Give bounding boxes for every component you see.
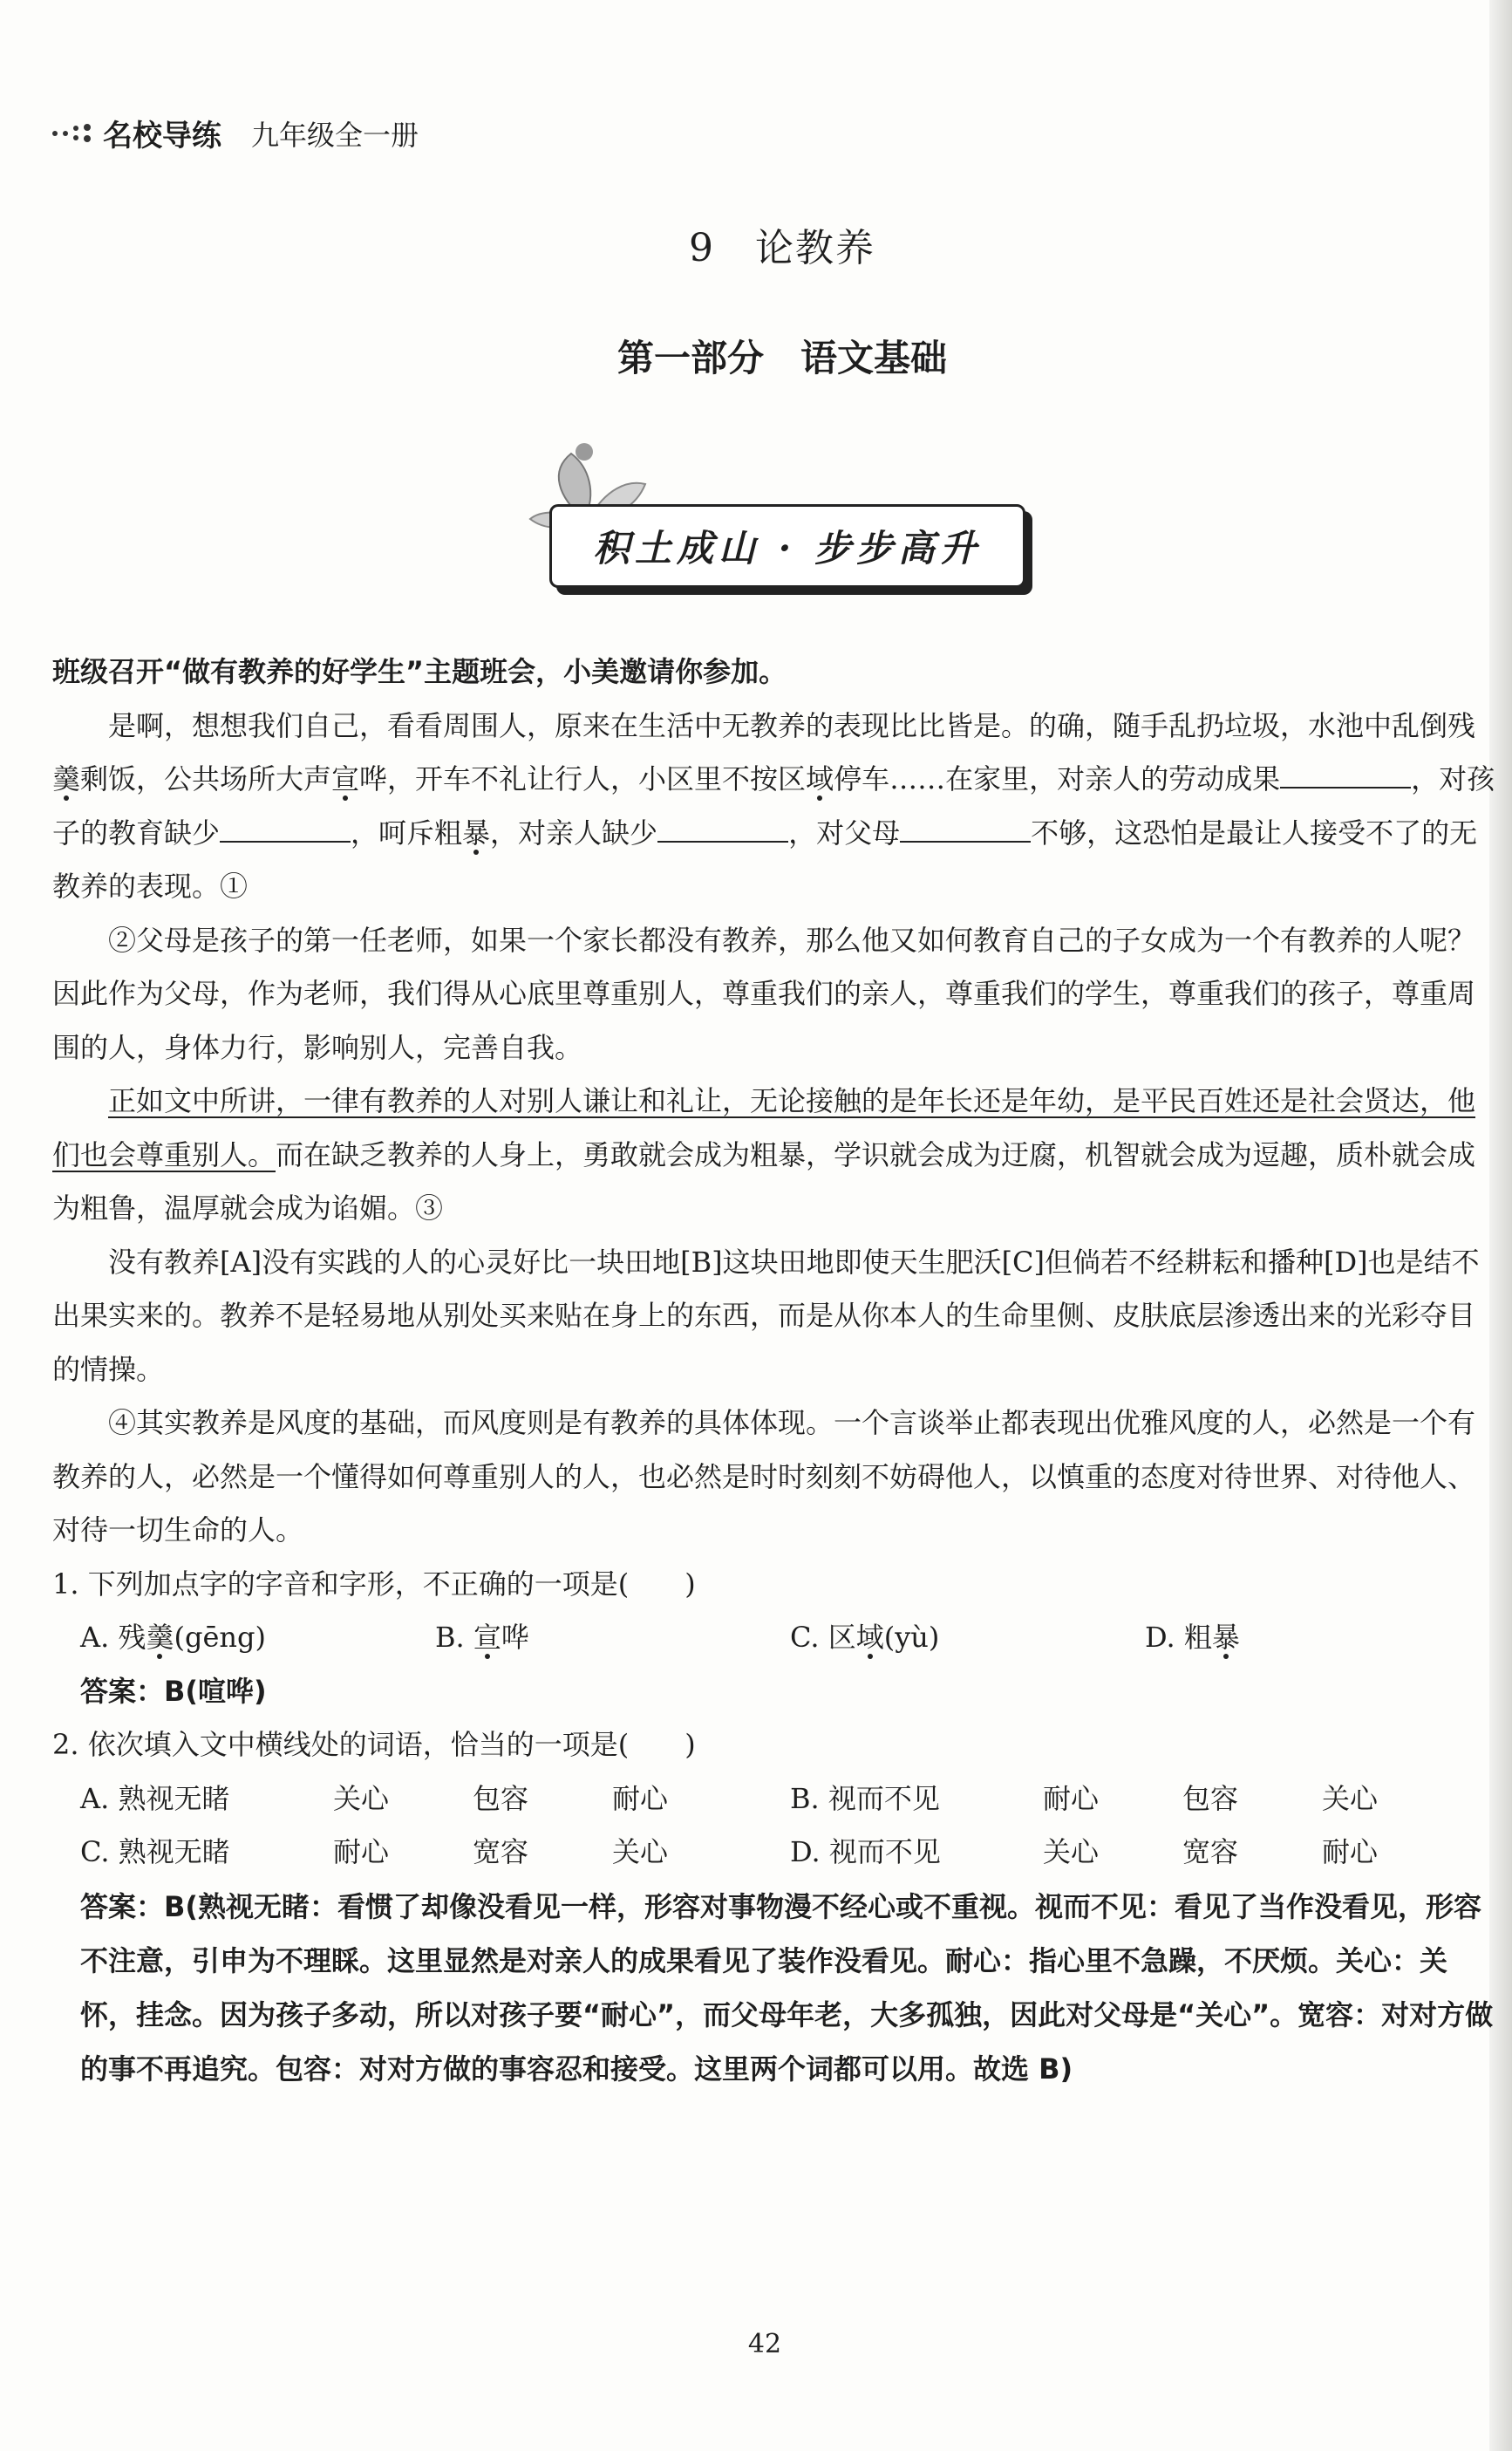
- option-c[interactable]: C. 熟视无睹 耐心 宽容 关心: [80, 1835, 669, 1868]
- option-a[interactable]: A. 残羹(gēng): [80, 1621, 266, 1654]
- dotted-char: 域: [806, 762, 834, 795]
- banner-label: 积土成山 · 步步高升: [549, 504, 1025, 588]
- question-1-options: [52, 1611, 1500, 1665]
- option-b[interactable]: B. 宣哗: [435, 1621, 529, 1654]
- fill-blank-2[interactable]: [220, 816, 351, 843]
- paragraph-5: ④其实教养是风度的基础，而风度则是有教养的具体体现。一个言谈举止都表现出优雅风度的人，必然是一个有教养的人，必然是一个懂得如何尊重别人的人，也必然是时时刻刻不妨碍他人，以慎重的态度对待世界、对待他人、对待一切生命的人。: [52, 1406, 1476, 1546]
- dotted-char: 宣: [331, 762, 360, 795]
- question-1-answer: 答案：B(喧哗): [80, 1674, 267, 1708]
- paragraph-3: 正如文中所讲，一律有教养的人对别人谦让和礼让，无论接触的是年长还是年幼，是平民百姓还是社会贤达，他们也会尊重别人。而在缺乏教养的人身上，勇敢就会成为粗暴，学识就会成为迂腐，机智就会成为逗趣，质朴就会成为粗鲁，温厚就会成为谄媚。③: [52, 1084, 1476, 1225]
- question-1-stem: 1. 下列加点字的字音和字形，不正确的一项是( ): [52, 1567, 696, 1601]
- brand-title: 名校导练: [103, 119, 221, 154]
- fill-blank-4[interactable]: [900, 816, 1031, 843]
- fill-blank-3[interactable]: [657, 816, 788, 843]
- reading-content: [52, 645, 1500, 2096]
- underlined-sentence: 正如文中所讲，一律有教养的人对别人谦让和礼让，无论接触的是年长还是年幼，是平民百姓还是社会贤达，他们也会尊重别人。: [52, 1084, 1476, 1171]
- option-d[interactable]: D. 视而不见 关心 宽容 耐心: [790, 1835, 1379, 1868]
- option-c[interactable]: C. 区域(yù): [790, 1621, 940, 1654]
- book-subtitle: 九年级全一册: [251, 118, 419, 152]
- dotted-char: 羹: [52, 762, 81, 795]
- question-2-options-row-1: [52, 1772, 1500, 1826]
- option-d[interactable]: D. 粗暴: [1145, 1621, 1240, 1654]
- fill-blank-1[interactable]: [1280, 762, 1411, 789]
- part-title: 第一部分 语文基础: [616, 337, 947, 379]
- question-2-stem: 2. 依次填入文中横线处的词语，恰当的一项是( ): [52, 1728, 696, 1761]
- paragraph-1: 是啊，想想我们自己，看看周围人，原来在生活中无教养的表现比比皆是。的确，随手乱扔垃圾，水池中乱倒残羹剩饭，公共场所大声宣哗，开车不礼让行人，小区里不按区域停车……在家里，对亲人的劳动成果 ，对孩子的教育缺少 ，呵斥粗暴，对亲人缺少 ，对父母 不够，这恐怕是最让人接受不了的无教养的表现。①: [52, 708, 1495, 903]
- option-b[interactable]: B. 视而不见 耐心 包容 关心: [790, 1781, 1379, 1815]
- paragraph-4: 没有教养[A]没有实践的人的心灵好比一块田地[B]这块田地即使天生肥沃[C]但倘若不经耕耘和播种[D]也是结不出果实来的。教养不是轻易地从别处买来贴在身上的东西，而是从你本人的生命里侧、皮肤底层渗透出来的光彩夺目的情操。: [52, 1245, 1480, 1386]
- dotted-char: 暴: [462, 816, 491, 850]
- page-number: 42: [747, 2329, 782, 2359]
- question-2-answer: 答案：B(熟视无睹：看惯了却像没看见一样，形容对事物漫不经心或不重视。视而不见：看见了当作没看见，形容不注意，引申为不理睬。这里显然是对亲人的成果看见了装作没看见。耐心：指心里不急躁，不厌烦。关心：关怀，挂念。因为孩子多动，所以对孩子要“耐心”，而父母年老，大多孤独，因此对父母是“关心”。宽容：对对方做的事不再追究。包容：对对方做的事容忍和接受。这里两个词都可以用。故选 B): [80, 1889, 1494, 2086]
- option-a[interactable]: A. 熟视无睹 关心 包容 耐心: [80, 1781, 669, 1815]
- page-header: [52, 112, 419, 154]
- question-2-options-row-2: [52, 1826, 1500, 1880]
- intro-line: 班级召开“做有教养的好学生”主题班会，小美邀请你参加。: [52, 655, 787, 688]
- header-dots-icon: [52, 124, 91, 142]
- paragraph-2: ②父母是孩子的第一任老师，如果一个家长都没有教养，那么他又如何教育自己的子女成为一个有教养的人呢？因此作为父母，作为老师，我们得从心底里尊重别人，尊重我们的亲人，尊重我们的学生，尊重我们的孩子，尊重周围的人，身体力行，影响别人，完善自我。: [52, 923, 1476, 1064]
- section-banner: [523, 436, 1046, 602]
- lesson-title: 9 论教养: [689, 226, 875, 270]
